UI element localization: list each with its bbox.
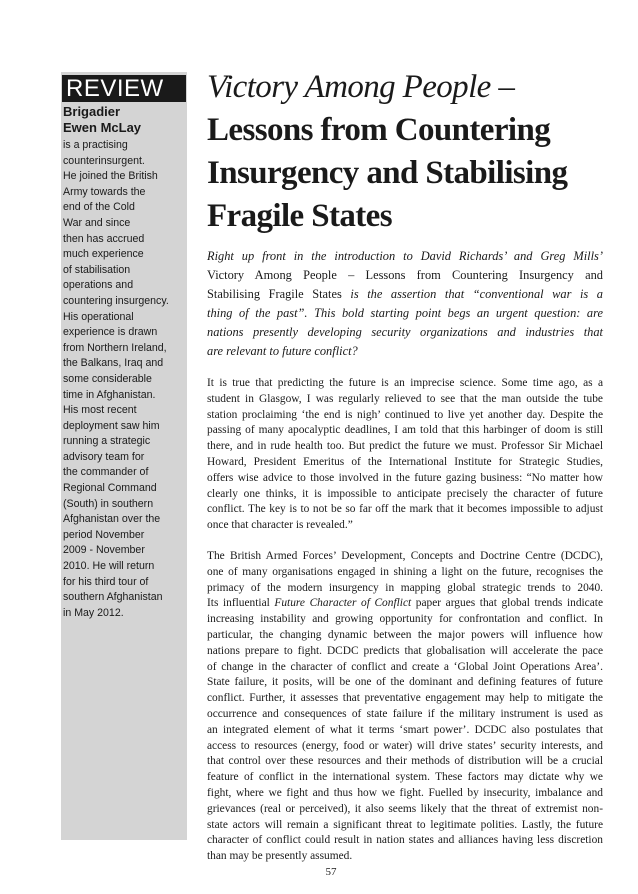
- bio-line: of stabilisation: [63, 263, 131, 276]
- bio-line: His operational: [63, 310, 134, 323]
- standfirst: [207, 247, 603, 361]
- bio-line: 2009 - November: [63, 544, 145, 557]
- standfirst-line: are relevant to future conflict?: [207, 344, 358, 358]
- bio-line: His most recent: [63, 404, 137, 417]
- paragraph-2: [207, 549, 603, 865]
- bio-line: for his third tour of: [63, 575, 149, 588]
- bio-line: much experience: [63, 248, 144, 261]
- bio-line: some considerable: [63, 372, 152, 385]
- paragraph-1: [207, 376, 603, 534]
- body-line: increasing instability and growing opportunity for confrontation and conflict. In: [207, 613, 603, 626]
- body-text: Its influential: [207, 597, 275, 610]
- bio-line: end of the Cold: [63, 201, 135, 214]
- bio-line: counterinsurgent.: [63, 154, 145, 167]
- body-line: than may be presently assumed.: [207, 850, 353, 863]
- body-line: Howard, President Emeritus of the International Institute for Strategic Studies,: [207, 455, 603, 468]
- title-line-3: Insurgency and Stabilising: [207, 155, 568, 191]
- standfirst-line: Victory Among People – Lessons from Countering Insurgency and: [207, 268, 603, 282]
- bio-line: the commander of: [63, 466, 149, 479]
- body-line: clearly one thinks, it is impossible to anticipate precisely the character of future: [207, 487, 603, 500]
- body-line: passing of many apocalyptic deadlines, I am told that this harbinger of doom is still: [207, 424, 603, 437]
- body-line: state actors will remain a significant threat to legitimate polities. Lastly, the future: [207, 818, 603, 831]
- bio-line: southern Afghanistan: [63, 591, 163, 604]
- bio-line: in May 2012.: [63, 606, 124, 619]
- body-text: paper argues that global trends indicate: [411, 597, 604, 610]
- standfirst-text: is the assertion that “conventional war is a: [341, 287, 604, 301]
- body-line: occurrence and consequences of state failure if the military instrument is used as: [207, 707, 603, 720]
- standfirst-line: [207, 285, 603, 304]
- bio-line: from Northern Ireland,: [63, 341, 167, 354]
- bio-line: Afghanistan over the: [63, 513, 161, 526]
- title-line-4: Fragile States: [207, 198, 392, 234]
- author-bio: [63, 138, 187, 621]
- bio-line: He joined the British: [63, 170, 158, 183]
- bio-line: countering insurgency.: [63, 294, 169, 307]
- article-title: [207, 66, 617, 238]
- bio-line: the Balkans, Iraq and: [63, 357, 164, 370]
- body-line: It is true that predicting the future is an imprecise science. Some time ago, as a: [207, 377, 603, 389]
- bio-line: War and since: [63, 216, 131, 229]
- body-line: primacy of the modern insurgency in mapping global strategic trends to 2040.: [207, 581, 603, 594]
- body-line: conflict. The key is to not be so far off the mark that it becomes impossible to adjust: [207, 503, 603, 516]
- bio-line: deployment saw him: [63, 419, 160, 432]
- body-line: access to resources (energy, food or water) will drive states’ security interests, and: [207, 739, 603, 752]
- body-line: fight, where we fight and thus how we fight. Fuelled by insecurity, imbalance and: [207, 786, 603, 799]
- bio-line: Regional Command: [63, 482, 157, 495]
- body-line: grievances (real or perceived), it also seems likely that the threat of extremist non-: [207, 802, 603, 815]
- body-line: particular, the changing dynamic between the major powers will influence how: [207, 628, 603, 641]
- body-line: [207, 596, 603, 612]
- page-number: 57: [325, 866, 337, 878]
- bio-line: running a strategic: [63, 435, 151, 448]
- standfirst-book-title: Stabilising Fragile States: [207, 287, 342, 301]
- bio-line: experience is drawn: [63, 326, 158, 339]
- bio-line: (South) in southern: [63, 497, 154, 510]
- body-line: feature of conflict in the international system. These factors may dictate why we: [207, 771, 603, 784]
- body-line: once that character is revealed.”: [207, 519, 353, 532]
- bio-line: advisory team for: [63, 450, 145, 463]
- author-name: [63, 104, 185, 136]
- bio-line: then has accrued: [63, 232, 145, 245]
- body-line: character of conflict could result in nation states and alliances having less discretion: [207, 834, 603, 847]
- author-rank: Brigadier: [63, 104, 121, 119]
- standfirst-line: Right up front in the introduction to David Richards’ and Greg Mills’: [207, 249, 603, 263]
- bio-line: Army towards the: [63, 185, 146, 198]
- cited-paper-title: Future Character of Conflict: [274, 597, 412, 610]
- body-line: student in Glasgow, I was regularly relieved to see that the man outside the tube: [207, 392, 603, 405]
- body-line: there, and in rude health too. But predict the future we must. Professor Sir Michael: [207, 440, 603, 453]
- standfirst-line: nations presently developing security organizations and industries that: [207, 325, 603, 339]
- body-line: offers wise advice to those involved in the future gazing business: “No matter how: [207, 471, 603, 484]
- article-body: [207, 376, 603, 880]
- author-fullname: Ewen McLay: [63, 120, 142, 135]
- bio-line: period November: [63, 528, 145, 541]
- bio-line: 2010. He will return: [63, 560, 155, 573]
- bio-line: is a practising: [63, 139, 128, 151]
- bio-line: time in Afghanistan.: [63, 388, 156, 401]
- title-line-1: Victory Among People –: [207, 69, 515, 105]
- body-line: station proclaiming ‘the end is nigh’ continued to live yet another day. Despite the: [207, 408, 603, 421]
- body-line: an integrated element of what it terms ‘smart power’. DCDC also postulates that: [207, 723, 603, 736]
- body-line: State failure, it posits, will be one of the dominant and defining features of future: [207, 676, 603, 689]
- body-line: of change in the character of conflict and create a ‘Global Joint Operations Area’.: [207, 660, 603, 673]
- body-line: that control over these resources and their methods of distribution will be a crucial: [207, 755, 603, 768]
- standfirst-line: thing of the past”. This bold starting point begs an urgent question: are: [207, 306, 603, 320]
- paragraph-2-rest: [207, 612, 603, 865]
- title-line-2: Lessons from Countering: [207, 112, 551, 148]
- body-line: The British Armed Forces’ Development, Concepts and Doctrine Centre (DCDC),: [207, 549, 603, 562]
- body-line: one of many organisations engaged in shining a light on the future, recognises the: [207, 565, 603, 578]
- body-line: nations prepare to fight. DCDC predicts that globalisation will accelerate the pace: [207, 644, 603, 657]
- body-line: conflict. Further, it assesses that preventative engagement may help to mitigate the: [207, 692, 603, 705]
- bio-line: operations and: [63, 279, 134, 292]
- review-tag: REVIEW: [62, 75, 186, 102]
